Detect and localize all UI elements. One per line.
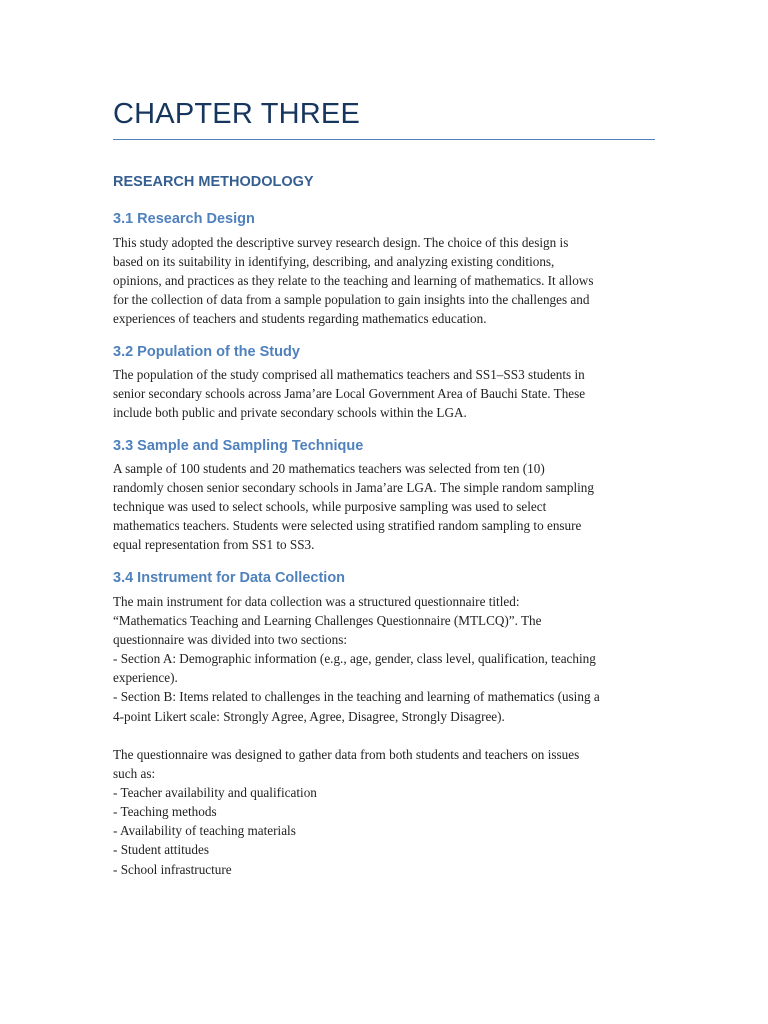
text-line: 4-point Likert scale: Strongly Agree, Agree, Disagree, Strongly Disagree). bbox=[113, 708, 505, 724]
text-line: based on its suitability in identifying, describing, and analyzing existing conditions, bbox=[113, 254, 555, 270]
text-line: questionnaire was divided into two sections: bbox=[113, 632, 348, 648]
paragraph-population bbox=[113, 365, 655, 422]
text-line: experience). bbox=[113, 670, 178, 686]
text-line: equal representation from SS1 to SS3. bbox=[113, 537, 315, 553]
text-line: “Mathematics Teaching and Learning Challenges Questionnaire (MTLCQ)”. The bbox=[113, 613, 542, 629]
list-item: - Teacher availability and qualification bbox=[113, 785, 317, 801]
list-item: - Teaching methods bbox=[113, 804, 217, 820]
text-line: mathematics teachers. Students were selected using stratified random sampling to ensure bbox=[113, 518, 582, 534]
text-line: opinions, and practices as they relate to the teaching and learning of mathematics. It allows bbox=[113, 273, 594, 289]
text-line: - Section B: Items related to challenges in the teaching and learning of mathematics (using a bbox=[113, 689, 600, 705]
text-line: experiences of teachers and students regarding mathematics education. bbox=[113, 311, 487, 327]
paragraph-research-design bbox=[113, 233, 655, 328]
text-line: The questionnaire was designed to gather data from both students and teachers on issues bbox=[113, 747, 580, 762]
list-item: - Availability of teaching materials bbox=[113, 823, 296, 839]
text-line: senior secondary schools across Jama’are Local Government Area of Bauchi State. These bbox=[113, 386, 586, 402]
list-item: - Student attitudes bbox=[113, 842, 209, 858]
text-line: technique was used to select schools, while purposive sampling was used to select bbox=[113, 499, 547, 515]
text-line: include both public and private secondary schools within the LGA. bbox=[113, 405, 467, 421]
section-title: RESEARCH METHODOLOGY bbox=[113, 174, 314, 190]
text-line: for the collection of data from a sample population to gain insights into the challenges and bbox=[113, 292, 590, 308]
list-item: - School infrastructure bbox=[113, 861, 232, 877]
text-line: A sample of 100 students and 20 mathematics teachers was selected from ten (10) bbox=[113, 461, 545, 476]
text-line: randomly chosen senior secondary schools in Jama’are LGA. The simple random sampling bbox=[113, 480, 594, 496]
text-line: such as: bbox=[113, 766, 156, 782]
heading-instrument: 3.4 Instrument for Data Collection bbox=[113, 570, 346, 586]
chapter-title: CHAPTER THREE bbox=[113, 98, 360, 130]
paragraph-sample bbox=[113, 459, 655, 554]
heading-population: 3.2 Population of the Study bbox=[113, 344, 300, 360]
heading-research-design: 3.1 Research Design bbox=[113, 211, 255, 227]
paragraph-instrument-issues bbox=[113, 745, 655, 879]
paragraph-instrument bbox=[113, 592, 655, 726]
text-line: The population of the study comprised all mathematics teachers and SS1–SS3 students in bbox=[113, 367, 585, 382]
title-underline bbox=[113, 139, 655, 140]
text-line: This study adopted the descriptive survey research design. The choice of this design is bbox=[113, 235, 569, 250]
heading-sample: 3.3 Sample and Sampling Technique bbox=[113, 438, 364, 454]
text-line: The main instrument for data collection was a structured questionnaire titled: bbox=[113, 594, 520, 609]
text-line: - Section A: Demographic information (e.g., age, gender, class level, qualification, teaching bbox=[113, 651, 596, 667]
